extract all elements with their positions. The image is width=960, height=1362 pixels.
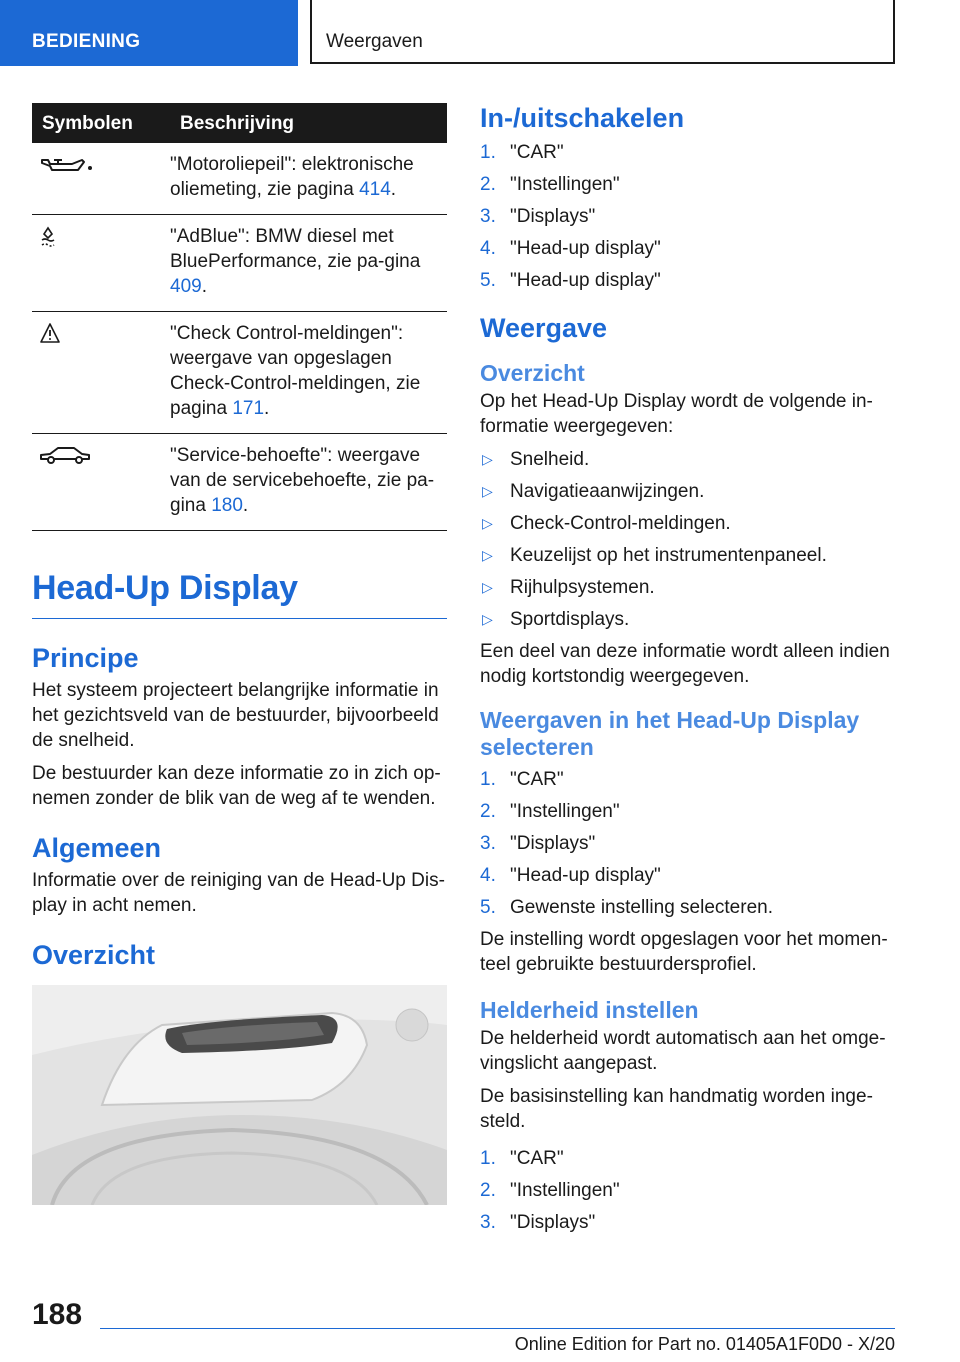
helder-paragraph-2: De basisinstelling kan handmatig worden inge-steld.	[480, 1086, 873, 1132]
row-description: "AdBlue": BMW diesel met BluePerformance, zie pa-gina	[170, 226, 421, 272]
list-item: 2. "Instellingen"	[480, 801, 620, 822]
page-reference-link[interactable]: 171	[232, 398, 265, 419]
select-note: De instelling wordt opgeslagen voor het momen-teel gebruikte bestuurdersprofiel.	[480, 929, 888, 975]
page-number: 188	[32, 1298, 83, 1331]
table-row: "Check Control-meldingen": weergave van opgeslagen Check-Control-meldingen, zie pagina 171.	[32, 312, 447, 434]
chapter-tab	[310, 0, 895, 64]
list-item: 2. "Instellingen"	[480, 174, 620, 195]
helder-steps	[480, 1146, 895, 1235]
list-item: 1. "CAR"	[480, 769, 564, 790]
row-description: "Check Control-meldingen": weergave van opgeslagen Check-Control-meldingen, zie pagina	[170, 323, 421, 419]
left-column	[32, 103, 447, 1205]
section-tab	[0, 0, 298, 66]
page-reference-link[interactable]: 180	[211, 495, 243, 516]
list-item: ▷ Navigatieaanwijzingen.	[482, 481, 705, 502]
page-reference-link[interactable]: 414	[359, 179, 391, 200]
list-item: 3. "Displays"	[480, 206, 596, 227]
list-item: 2. "Instellingen"	[480, 1180, 620, 1201]
table-header-description: Beschrijving	[170, 103, 447, 143]
select-steps	[480, 767, 895, 920]
algemeen-paragraph: Informatie over de reiniging van de Head-Up Dis-play in acht nemen.	[32, 870, 445, 916]
helder-paragraph-1: De helderheid wordt automatisch aan het omge-vingslicht aangepast.	[480, 1028, 886, 1074]
list-item: 1. "CAR"	[480, 142, 564, 163]
overzicht-subheading: Overzicht	[480, 360, 585, 386]
list-item: 3. "Displays"	[480, 1212, 596, 1233]
list-item: 1. "CAR"	[480, 1148, 564, 1169]
list-item: 4. "Head-up display"	[480, 238, 661, 259]
list-item: ▷ Sportdisplays.	[482, 609, 630, 630]
page-reference-link[interactable]: 409	[170, 276, 202, 297]
right-column	[480, 103, 895, 1242]
symbol-table	[32, 103, 447, 531]
overzicht-heading: Overzicht	[32, 940, 156, 970]
section-title: BEDIENING	[32, 31, 141, 52]
list-item: ▷ Keuzelijst op het instrumentenpaneel.	[482, 545, 827, 566]
table-row: "AdBlue": BMW diesel met BluePerformance, zie pa-gina 409.	[32, 215, 447, 312]
info-bullets	[480, 447, 895, 632]
list-item: ▷ Check-Control-meldingen.	[482, 513, 731, 534]
car-service-icon	[38, 451, 94, 472]
head-up-display-photo	[32, 985, 447, 1205]
list-item: 5. Gewenste instelling selecteren.	[480, 897, 773, 918]
oil-can-icon	[38, 160, 94, 181]
warning-triangle-icon	[38, 331, 78, 352]
select-heading: Weergaven in het Head-Up Display selecteren	[480, 707, 860, 760]
helder-heading: Helderheid instellen	[480, 997, 699, 1023]
inuit-steps	[480, 140, 895, 293]
list-item: ▷ Snelheid.	[482, 449, 590, 470]
table-row: "Motoroliepeil": elektronische oliemeting, zie pagina 414.	[32, 143, 447, 215]
row-description: "Motoroliepeil": elektronische oliemeting, zie pagina	[170, 154, 414, 200]
page-title: Head-Up Display	[32, 569, 447, 619]
footer-divider	[100, 1328, 895, 1329]
principe-paragraph-1: Het systeem projecteert belangrijke informatie in het gezichtsveld van de bestuurder, bijvoorbeeld de snelheid.	[32, 680, 439, 751]
table-row: "Service-behoefte": weergave van de servicebehoefte, zie pa-gina 180.	[32, 434, 447, 531]
list-item: 3. "Displays"	[480, 833, 596, 854]
overzicht-note: Een deel van deze informatie wordt alleen indien nodig kortstondig weergegeven.	[480, 641, 890, 687]
principe-heading: Principe	[32, 643, 139, 673]
row-description: "Service-behoefte": weergave van de servicebehoefte, zie pa-gina	[170, 445, 435, 516]
adblue-icon	[38, 234, 78, 255]
edition-footer: Online Edition for Part no. 01405A1F0D0 - X/20	[514, 1334, 895, 1354]
list-item: 4. "Head-up display"	[480, 865, 661, 886]
algemeen-heading: Algemeen	[32, 833, 162, 863]
overzicht-paragraph: Op het Head-Up Display wordt de volgende in-formatie weergegeven:	[480, 391, 873, 437]
table-header-symbols: Symbolen	[32, 103, 170, 143]
list-item: 5. "Head-up display"	[480, 270, 661, 291]
weergave-heading: Weergave	[480, 313, 608, 343]
inuit-heading: In-/uitschakelen	[480, 103, 685, 133]
list-item: ▷ Rijhulpsystemen.	[482, 577, 655, 598]
chapter-title: Weergaven	[326, 31, 423, 52]
principe-paragraph-2: De bestuurder kan deze informatie zo in zich op-nemen zonder de blik van de weg af te wenden.	[32, 763, 441, 809]
